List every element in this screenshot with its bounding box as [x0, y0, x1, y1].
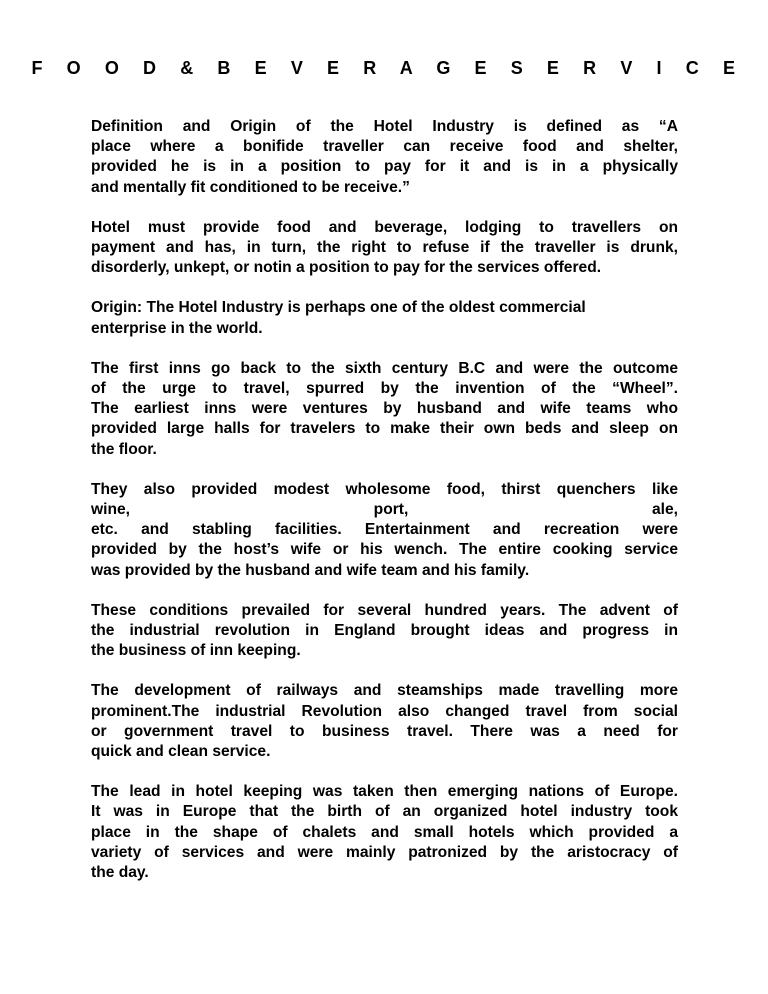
text-line: etc. and stabling facilities. Entertainment and recreation were [91, 521, 678, 539]
text-line: the floor. [91, 440, 157, 458]
text-line: provided he is in a position to pay for it and is in a physically [91, 158, 678, 176]
text-line: The first inns go back to the sixth century B.C and were the outcome [91, 359, 678, 377]
document-title: F O O D & B E V E R A G E S E R V I C E [31, 58, 745, 78]
text-line: payment and has, in turn, the right to refuse if the traveller is drunk, [91, 239, 678, 257]
paragraph-railways [91, 681, 678, 762]
text-line: Definition and Origin of the Hotel Industry is defined as “A [91, 118, 678, 135]
text-line: prominent.The industrial Revolution also changed travel from social [91, 702, 678, 720]
text-line: the day. [91, 864, 149, 882]
paragraph-first-inns [91, 359, 678, 460]
paragraph-definition [91, 117, 678, 198]
text-line: place where a bonifide traveller can receive food and shelter, [91, 138, 678, 156]
text-line: Hotel must provide food and beverage, lodging to travellers on [91, 218, 678, 236]
text-line: quick and clean service. [91, 743, 271, 761]
paragraph-conditions-prevailed [91, 601, 678, 662]
paragraph-europe [91, 782, 678, 883]
text-line: the industrial revolution in England brought ideas and progress in [91, 622, 678, 640]
paragraph-also-provided [91, 480, 678, 581]
text-line: The earliest inns were ventures by husband and wife teams who [91, 400, 678, 418]
paragraph-hotel-must-provide [91, 218, 678, 279]
text-line: provided by the host’s wife or his wench. The entire cooking service [91, 541, 678, 559]
text-line: It was in Europe that the birth of an organized hotel industry took [91, 803, 678, 821]
text-line: Origin: The Hotel Industry is perhaps one of the oldest commercial [91, 299, 586, 317]
text-line: provided large halls for travelers to make their own beds and sleep on [91, 420, 678, 438]
document-body [91, 117, 678, 903]
text-line: of the urge to travel, spurred by the invention of the “Wheel”. [91, 380, 678, 398]
text-line: variety of services and were mainly patronized by the aristocracy of [91, 843, 678, 861]
text-line: or government travel to business travel. There was a need for [91, 722, 678, 740]
text-line: The development of railways and steamships made travelling more [91, 682, 678, 700]
text-line: enterprise in the world. [91, 319, 263, 337]
text-line: The lead in hotel keeping was taken then emerging nations of Europe. [91, 783, 678, 801]
text-line: They also provided modest wholesome food, thirst quenchers like [91, 480, 678, 498]
text-line: disorderly, unkept, or notin a position to pay for the services offered. [91, 259, 602, 277]
text-line: wine, port, ale, [91, 501, 678, 519]
text-line: and mentally fit conditioned to be receive.” [91, 178, 410, 196]
text-line: the business of inn keeping. [91, 642, 301, 660]
text-line: was provided by the husband and wife team and his family. [91, 561, 530, 579]
paragraph-origin [91, 298, 678, 338]
text-line: These conditions prevailed for several hundred years. The advent of [91, 601, 678, 619]
text-line: place in the shape of chalets and small hotels which provided a [91, 823, 678, 841]
